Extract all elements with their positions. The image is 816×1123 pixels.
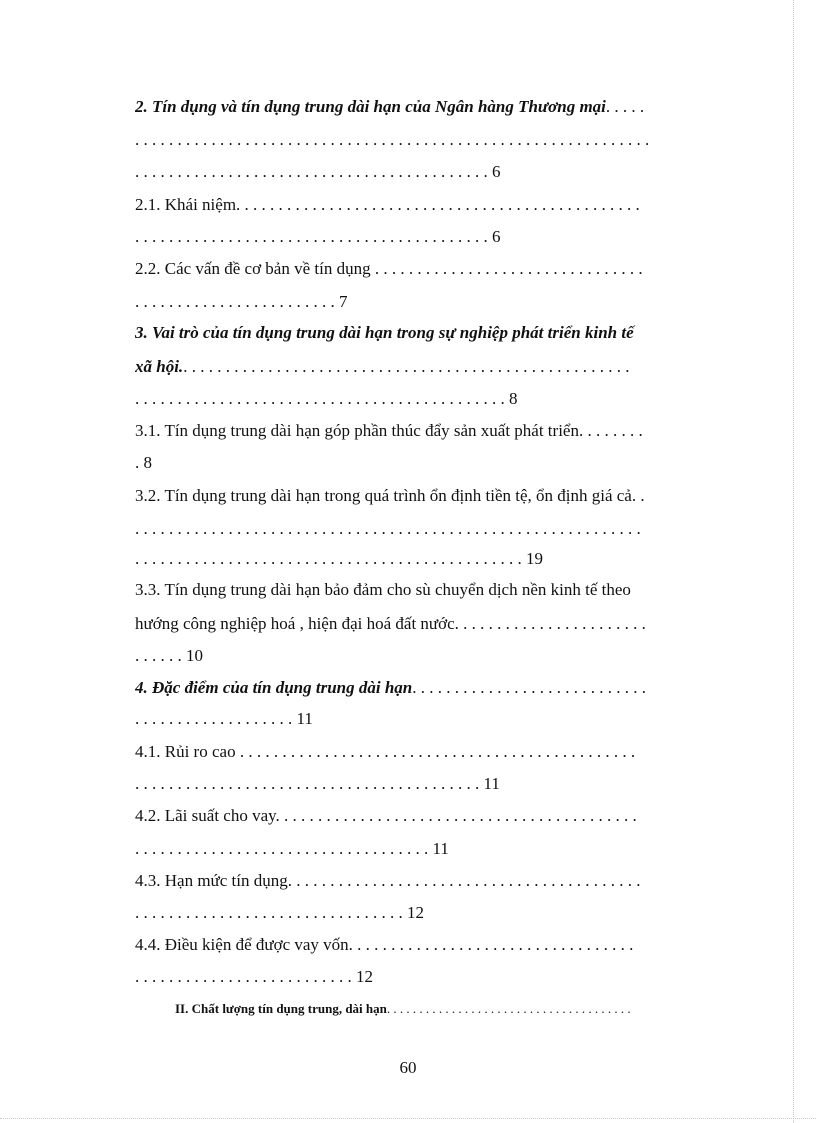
toc-entry: 3.3. Tín dụng trung dài hạn bảo đảm cho sù chuyển dịch nền kinh tế theo xyxy=(135,580,631,599)
toc-page-ref: . . . . . . . . . . . . . . . . . . . . . . . . . . . . . . . . . . . . . . . . . . . . 8 xyxy=(135,389,518,408)
page-border-right xyxy=(793,0,794,1123)
toc-entry xyxy=(135,677,720,699)
toc-page-ref: . . . . . . 10 xyxy=(135,646,203,665)
toc-page-ref: . . . . . . . . . . . . . . . . . . . . . . . . . . . . . . . . . . . . . . . . . . 6 xyxy=(135,162,501,181)
toc-entry: 3.1. Tín dụng trung dài hạn góp phần thúc đẩy sản xuất phát triển. . . . . . . . xyxy=(135,421,643,440)
toc-page-ref: . . . . . . . . . . . . . . . . . . . . . . . . 7 xyxy=(135,292,348,311)
toc-page-ref: . . . . . . . . . . . . . . . . . . . . . . . . . . . . . . . . . . . 11 xyxy=(135,839,449,858)
toc-entry: 4.4. Điều kiện để được vay vốn. . . . . . . . . . . . . . . . . . . . . . . . . . . . . . . . . . xyxy=(135,935,634,954)
toc-leader: . . . . . . . . . . . . . . . . . . . . . . . . . . . . . . . . . . . . . . . . . . . . . . . . . . . . . xyxy=(183,357,630,376)
toc-page-ref: . 8 xyxy=(135,453,152,472)
page-border-bottom xyxy=(0,1118,816,1119)
toc-section xyxy=(175,998,720,1020)
toc-page-ref: . . . . . . . . . . . . . . . . . . . . . . . . . . . . . . . . . . . . . . . . . 11 xyxy=(135,774,500,793)
toc-entry xyxy=(135,356,720,378)
toc-leader-line: . . . . . . . . . . . . . . . . . . . . . . . . . . . . . . . . . . . . . . . . . . . . . . . . . . . . . . . . . . . . xyxy=(135,519,641,538)
toc-leader: . . . . . xyxy=(605,97,645,116)
toc-page-ref: . . . . . . . . . . . . . . . . . . . . . . . . . . . . . . . . 12 xyxy=(135,903,424,922)
toc-entry: 4.2. Lãi suất cho vay. . . . . . . . . . . . . . . . . . . . . . . . . . . . . . . . . . . . . . . . . . . xyxy=(135,806,637,825)
toc-leader: . . . . . . . . . . . . . . . . . . . . . . . . . . . . xyxy=(412,678,647,697)
toc-page-ref: . . . . . . . . . . . . . . . . . . . . . . . . . . . . . . . . . . . . . . . . . . 6 xyxy=(135,227,501,246)
toc-entry: 3.2. Tín dụng trung dài hạn trong quá trình ổn định tiền tệ, ổn định giá cả. . xyxy=(135,486,645,505)
toc-entry: 4.1. Rủi ro cao . . . . . . . . . . . . . . . . . . . . . . . . . . . . . . . . . . . . . . . . . . . . . . . xyxy=(135,742,636,761)
page-number: 60 xyxy=(399,1058,417,1077)
toc-page-ref: . . . . . . . . . . . . . . . . . . . . . . . . . . 12 xyxy=(135,967,373,986)
toc-entry-continued: hướng công nghiệp hoá , hiện đại hoá đất nước. . . . . . . . . . . . . . . . . . . . . . . xyxy=(135,614,646,633)
toc-page-ref: . . . . . . . . . . . . . . . . . . . 11 xyxy=(135,709,313,728)
toc-leader: . . . . . . . . . . . . . . . . . . . . . . . . . . . . . . . . . . . . . . xyxy=(386,1001,631,1016)
toc-entry: 4.3. Hạn mức tín dụng. . . . . . . . . . . . . . . . . . . . . . . . . . . . . . . . . . . . . . . . . . xyxy=(135,871,641,890)
toc-section-title: II. Chất lượng tín dụng trung, dài hạn xyxy=(175,1001,387,1016)
toc-heading: 2. Tín dụng và tín dụng trung dài hạn của Ngân hàng Thương mại xyxy=(135,97,606,116)
toc-entry: 2.2. Các vấn đề cơ bản về tín dụng . . . . . . . . . . . . . . . . . . . . . . . . . . . . . . . . xyxy=(135,259,643,278)
toc-heading-continued: xã hội. xyxy=(135,357,184,376)
toc-heading: 4. Đặc điểm của tín dụng trung dài hạn xyxy=(135,678,413,697)
toc-heading: 3. Vai trò của tín dụng trung dài hạn trong sự nghiệp phát triển kinh tế xyxy=(135,323,634,342)
toc-entry xyxy=(135,96,720,118)
toc-entry: 2.1. Khái niệm. . . . . . . . . . . . . . . . . . . . . . . . . . . . . . . . . . . . . . . . . . . . . . . . xyxy=(135,195,640,214)
toc-page-ref: . . . . . . . . . . . . . . . . . . . . . . . . . . . . . . . . . . . . . . . . . . . . . . 19 xyxy=(135,549,543,568)
toc-leader-line: . . . . . . . . . . . . . . . . . . . . . . . . . . . . . . . . . . . . . . . . . . . . . . . . . . . . . . . . . . . . . xyxy=(135,130,650,149)
